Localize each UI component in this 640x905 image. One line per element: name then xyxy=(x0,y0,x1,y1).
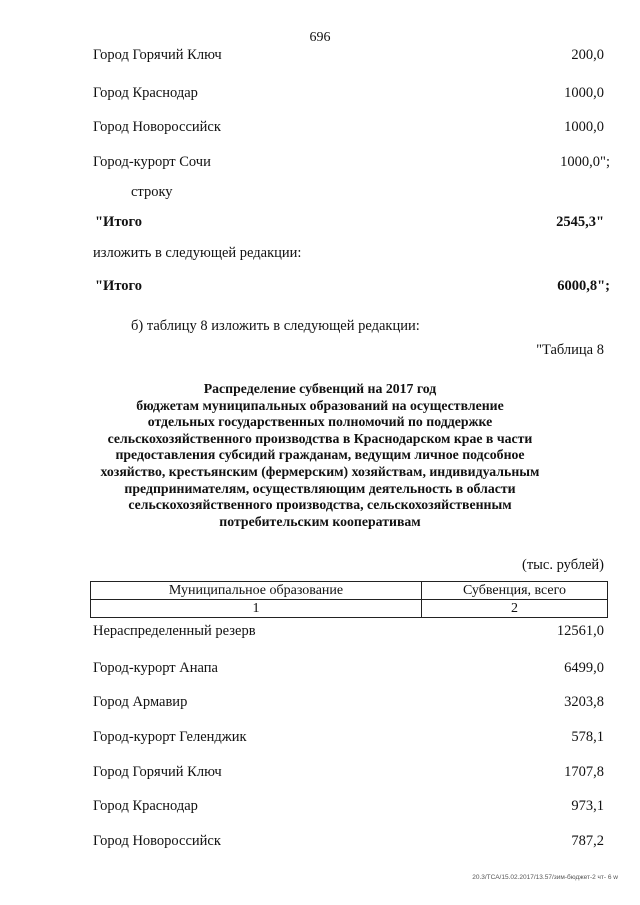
table-row-value: 578,1 xyxy=(571,729,604,745)
top-row-value: 1000,0 xyxy=(564,119,604,135)
heading-line: предоставления субсидий гражданам, ведущим личное подсобное xyxy=(115,447,525,463)
heading-line: предпринимателям, осуществляющим деятельность в области xyxy=(124,480,516,496)
top-row-value: 1000,0"; xyxy=(560,154,610,170)
top-row-name: Город Новороссийск xyxy=(93,119,221,135)
text-izlozhit: изложить в следующей редакции: xyxy=(93,245,302,261)
heading-line: Распределение субвенций на 2017 год xyxy=(203,381,437,396)
table-row-value: 787,2 xyxy=(571,833,604,849)
header-col-subvention: Субвенция, всего xyxy=(422,582,608,600)
header-col-number: 2 xyxy=(422,600,608,618)
table-row-name: Город Новороссийск xyxy=(93,833,221,849)
units-label: (тыс. рублей) xyxy=(522,557,604,573)
table-row-name: Город-курорт Геленджик xyxy=(93,729,247,745)
text-stroku: строку xyxy=(131,184,173,200)
heading-line: отдельных государственных полномочий по поддержке xyxy=(147,414,493,430)
top-row-name: Город-курорт Сочи xyxy=(93,154,211,170)
top-row-name: Город Горячий Ключ xyxy=(93,47,222,63)
itogo-old-value: 2545,3" xyxy=(556,214,604,230)
heading-line: бюджетам муниципальных образований на осуществление xyxy=(136,397,504,413)
table-row-value: 1707,8 xyxy=(564,764,604,780)
itogo-new-label: "Итого xyxy=(95,278,142,294)
table-row-name: Город Армавир xyxy=(93,694,188,710)
header-col-number: 1 xyxy=(91,600,422,618)
top-row-name: Город Краснодар xyxy=(93,85,198,101)
top-row-value: 200,0 xyxy=(571,47,604,63)
table-row-value: 973,1 xyxy=(571,798,604,814)
table-row-name: Город Краснодар xyxy=(93,798,198,814)
table-row-name: Город Горячий Ключ xyxy=(93,764,222,780)
table-row-value: 12561,0 xyxy=(556,623,604,639)
heading-line: сельскохозяйственного производства в Краснодарском крае в части xyxy=(107,430,533,446)
table-label: "Таблица 8 xyxy=(536,342,604,358)
heading-line: потребительским кооперативам xyxy=(219,513,421,529)
table-row-name: Нераспределенный резерв xyxy=(93,623,256,639)
itogo-old-label: "Итого xyxy=(95,214,142,230)
table-row-value: 6499,0 xyxy=(564,660,604,676)
header-col-municipality: Муниципальное образование xyxy=(91,582,422,600)
table-header xyxy=(90,581,608,618)
table-row-value: 3203,8 xyxy=(564,694,604,710)
table8-instruction: б) таблицу 8 изложить в следующей редакции: xyxy=(131,318,420,334)
table-heading xyxy=(40,381,600,530)
page-number: 696 xyxy=(309,30,331,45)
table-row-name: Город-курорт Анапа xyxy=(93,660,218,676)
heading-line: хозяйство, крестьянским (фермерским) хозяйствам, индивидуальным xyxy=(100,463,540,479)
itogo-new-value: 6000,8"; xyxy=(557,278,610,294)
footer-code: 20.3/ТСА/15.02.2017/13.57/зим-бюджет-2 чт- 6 w xyxy=(472,874,618,881)
top-row-value: 1000,0 xyxy=(564,85,604,101)
heading-line: сельскохозяйственного производства, сельскохозяйственным xyxy=(128,497,512,513)
